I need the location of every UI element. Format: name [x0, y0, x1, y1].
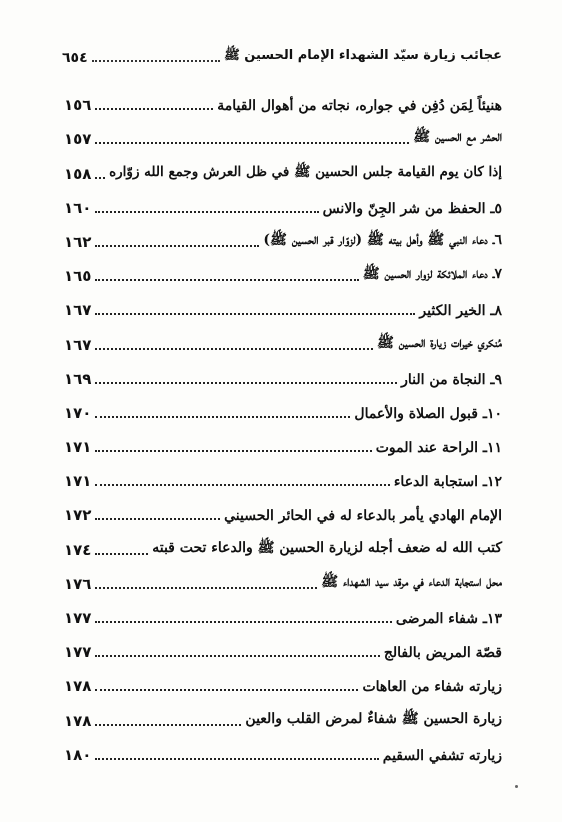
leader-dots	[95, 484, 389, 486]
toc-entry-page: ١٦٩	[64, 369, 92, 388]
toc-entry	[64, 428, 502, 462]
page-header	[62, 44, 502, 66]
toc-entry-title: الإمام الهادي يأمر بالدعاء له في الحائر الحسيني	[224, 508, 502, 525]
leader-dots	[95, 279, 358, 281]
toc-entry-title: كتب الله له ضعف أجله لزيارة الحسين ﷺ والدعاء تحت قبته	[152, 539, 502, 556]
leader-dots	[95, 142, 409, 144]
toc-entry-title: ٦ـ دعاء النبي ﷺ وأهل بيته ﷺ (لزوّار قبر الحسين ﷺ)	[263, 231, 502, 248]
toc-entry-title: ١٠ـ قبول الصلاة والأعمال	[354, 405, 502, 422]
toc-entry-page: ١٧٨	[64, 711, 92, 730]
leader-dots	[95, 450, 371, 452]
toc-entry-page: ١٥٦	[64, 96, 92, 115]
toc-entry-page: ١٥٧	[64, 130, 92, 149]
toc-entry	[64, 530, 502, 564]
leader-dots	[95, 211, 318, 213]
toc-entry-page: ١٧٧	[64, 643, 92, 662]
table-of-contents	[64, 86, 502, 770]
toc-entry	[64, 565, 502, 599]
leader-dots	[95, 245, 259, 247]
toc-entry-page: ١٦٠	[64, 198, 92, 217]
toc-entry	[64, 223, 502, 257]
toc-entry	[64, 736, 502, 770]
toc-entry	[64, 633, 502, 667]
leader-dots	[95, 553, 148, 555]
toc-entry-title: زيارته تشفي السقيم	[382, 747, 502, 764]
toc-entry	[64, 325, 502, 359]
running-title: عجائب زيارة سيّد الشهداء الإمام الحسين ﷺ	[224, 48, 502, 63]
toc-entry-page: ١٧٨	[64, 677, 92, 696]
toc-entry-title: ١٢ـ استجابة الدعاء	[393, 474, 502, 491]
toc-entry-page: ١٧١	[64, 438, 92, 457]
leader-dots	[95, 382, 397, 384]
toc-entry-title: ٩ـ النجاة من النار	[401, 371, 502, 388]
toc-entry	[64, 86, 502, 120]
leader-dots	[95, 177, 105, 179]
toc-entry-title: ١٣ـ شفاء المرضى	[395, 611, 502, 627]
toc-entry-page: ١٦٧	[64, 335, 92, 354]
toc-entry	[64, 667, 502, 701]
toc-entry-title: ١١ـ الراحة عند الموت	[375, 440, 502, 457]
toc-entry-page: ١٧١	[64, 472, 92, 491]
toc-entry-page: ١٧٢	[64, 506, 92, 525]
toc-entry-page: ١٧٤	[64, 540, 92, 559]
toc-entry-page: ١٨٠	[64, 745, 92, 764]
toc-entry-title: قصّة المريض بالفالج	[383, 645, 502, 662]
toc-entry-title: الحشر مع الحسين ﷺ	[413, 129, 502, 146]
leader-dots	[95, 348, 373, 350]
toc-entry-page: ١٥٨	[64, 164, 92, 183]
toc-entry-page: ١٧٦	[64, 574, 92, 593]
leader-dots	[95, 587, 317, 589]
toc-entry-page: ١٦٥	[64, 267, 92, 286]
toc-entry-title: إذا كان يوم القيامة جلس الحسين ﷺ في ظل العرش وجمع الله زوّاره	[109, 163, 502, 180]
leader-dots	[95, 655, 379, 657]
toc-entry	[64, 257, 502, 291]
toc-entry	[64, 120, 502, 154]
leader-dots	[95, 724, 241, 726]
toc-entry	[64, 394, 502, 428]
leader-dots	[95, 518, 220, 520]
toc-entry-title: مُنكري خيرات زيارة الحسين ﷺ	[377, 334, 502, 351]
toc-entry	[64, 462, 502, 496]
toc-entry-title: ٧ـ دعاء الملائكة لزوار الحسين ﷺ	[362, 266, 502, 283]
leader-dots	[95, 689, 358, 691]
toc-entry	[64, 189, 502, 223]
toc-entry	[64, 599, 502, 633]
leader-dots	[95, 416, 350, 418]
leader-dots	[95, 621, 391, 623]
toc-entry	[64, 701, 502, 735]
toc-entry	[64, 360, 502, 394]
toc-entry-title: ٨ـ الخير الكثير	[419, 303, 502, 320]
toc-entry-title: محل استجابة الدعاء في مرقد سيد الشهداء ﷺ	[321, 573, 502, 590]
toc-entry	[64, 154, 502, 188]
page-mark	[515, 785, 518, 788]
toc-entry-title: هنيئاً لِمَن دُفِن في جواره، نجاته من أهوال القيامة	[217, 98, 502, 115]
leader-dots	[95, 313, 415, 315]
toc-entry-title: زيارته شفاء من العاهات	[362, 679, 502, 696]
toc-entry-title: ٥ـ الحفظ من شر الجِنّ والانس	[322, 200, 502, 217]
toc-entry	[64, 291, 502, 325]
toc-entry	[64, 496, 502, 530]
toc-entry-page: ١٧٠	[64, 403, 92, 422]
toc-entry-page: ١٦٧	[64, 301, 92, 320]
toc-entry-page: ١٧٧	[64, 609, 92, 627]
header-leader-dots	[92, 59, 220, 62]
toc-entry-page: ١٦٢	[64, 232, 92, 251]
toc-entry-title: زيارة الحسين ﷺ شفاءٌ لمرض القلب والعين	[245, 710, 502, 727]
page-number: ٦٥٤	[62, 50, 88, 66]
leader-dots	[95, 758, 378, 760]
leader-dots	[95, 108, 213, 110]
